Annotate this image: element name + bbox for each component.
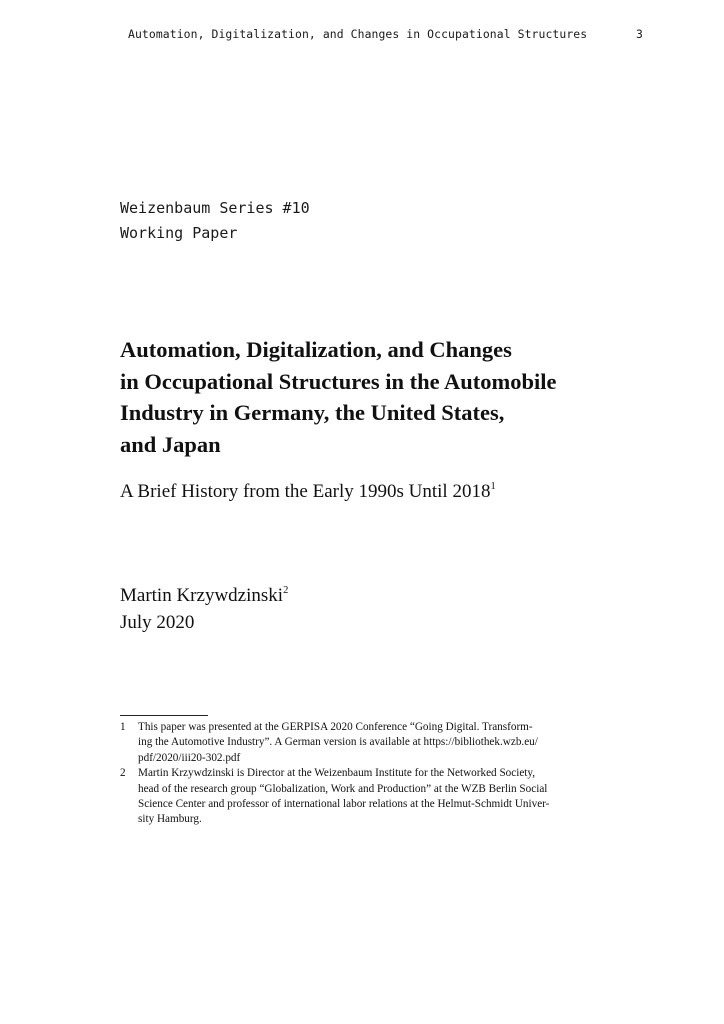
- paper-subtitle: [120, 479, 496, 505]
- footnote-number: 2: [120, 767, 126, 780]
- author-footnote-mark: 2: [283, 585, 289, 596]
- running-header: [128, 27, 648, 41]
- footnote-2: [120, 766, 600, 828]
- page-number: 3: [636, 27, 643, 41]
- paper-title: [120, 334, 640, 460]
- subtitle-footnote-mark: 1: [490, 481, 496, 492]
- title-line: Industry in Germany, the United States,: [120, 400, 505, 425]
- series-name: Weizenbaum Series #10: [120, 199, 310, 217]
- title-line: Automation, Digitalization, and Changes: [120, 337, 512, 362]
- title-line: and Japan: [120, 431, 221, 457]
- title-line: in Occupational Structures in the Automobile: [120, 368, 557, 394]
- running-title: Automation, Digitalization, and Changes in Occupational Structures: [128, 27, 588, 41]
- series-block: [120, 196, 310, 246]
- footnote-line: This paper was presented at the GERPISA 2020 Conference “Going Digital. Transform-: [138, 721, 533, 733]
- footnote-divider: [120, 715, 208, 716]
- footnote-number: 1: [120, 721, 126, 733]
- footnote-1: [120, 720, 600, 766]
- footnotes: [120, 720, 600, 828]
- footnote-line: Martin Krzywdzinski is Director at the Weizenbaum Institute for the Networked Society,: [138, 767, 536, 780]
- footnote-line: head of the research group “Globalization, Work and Production” at the WZB Berlin Social: [138, 782, 548, 795]
- subtitle-text: A Brief History from the Early 1990s Until 2018: [120, 481, 491, 502]
- footnote-line: pdf/2020/iii20-302.pdf: [138, 751, 241, 764]
- author-name: Martin Krzywdzinski: [120, 585, 284, 606]
- paper-type: Working Paper: [120, 224, 238, 242]
- footnote-line: Science Center and professor of international labor relations at the Helmut-Schmidt Univer-: [138, 798, 550, 811]
- footnote-line: ing the Automotive Industry”. A German version is available at https://bibliothek.wzb.eu/: [138, 736, 538, 749]
- author-block: [120, 582, 288, 636]
- publication-date: July 2020: [120, 612, 195, 633]
- footnote-line: sity Hamburg.: [138, 813, 202, 826]
